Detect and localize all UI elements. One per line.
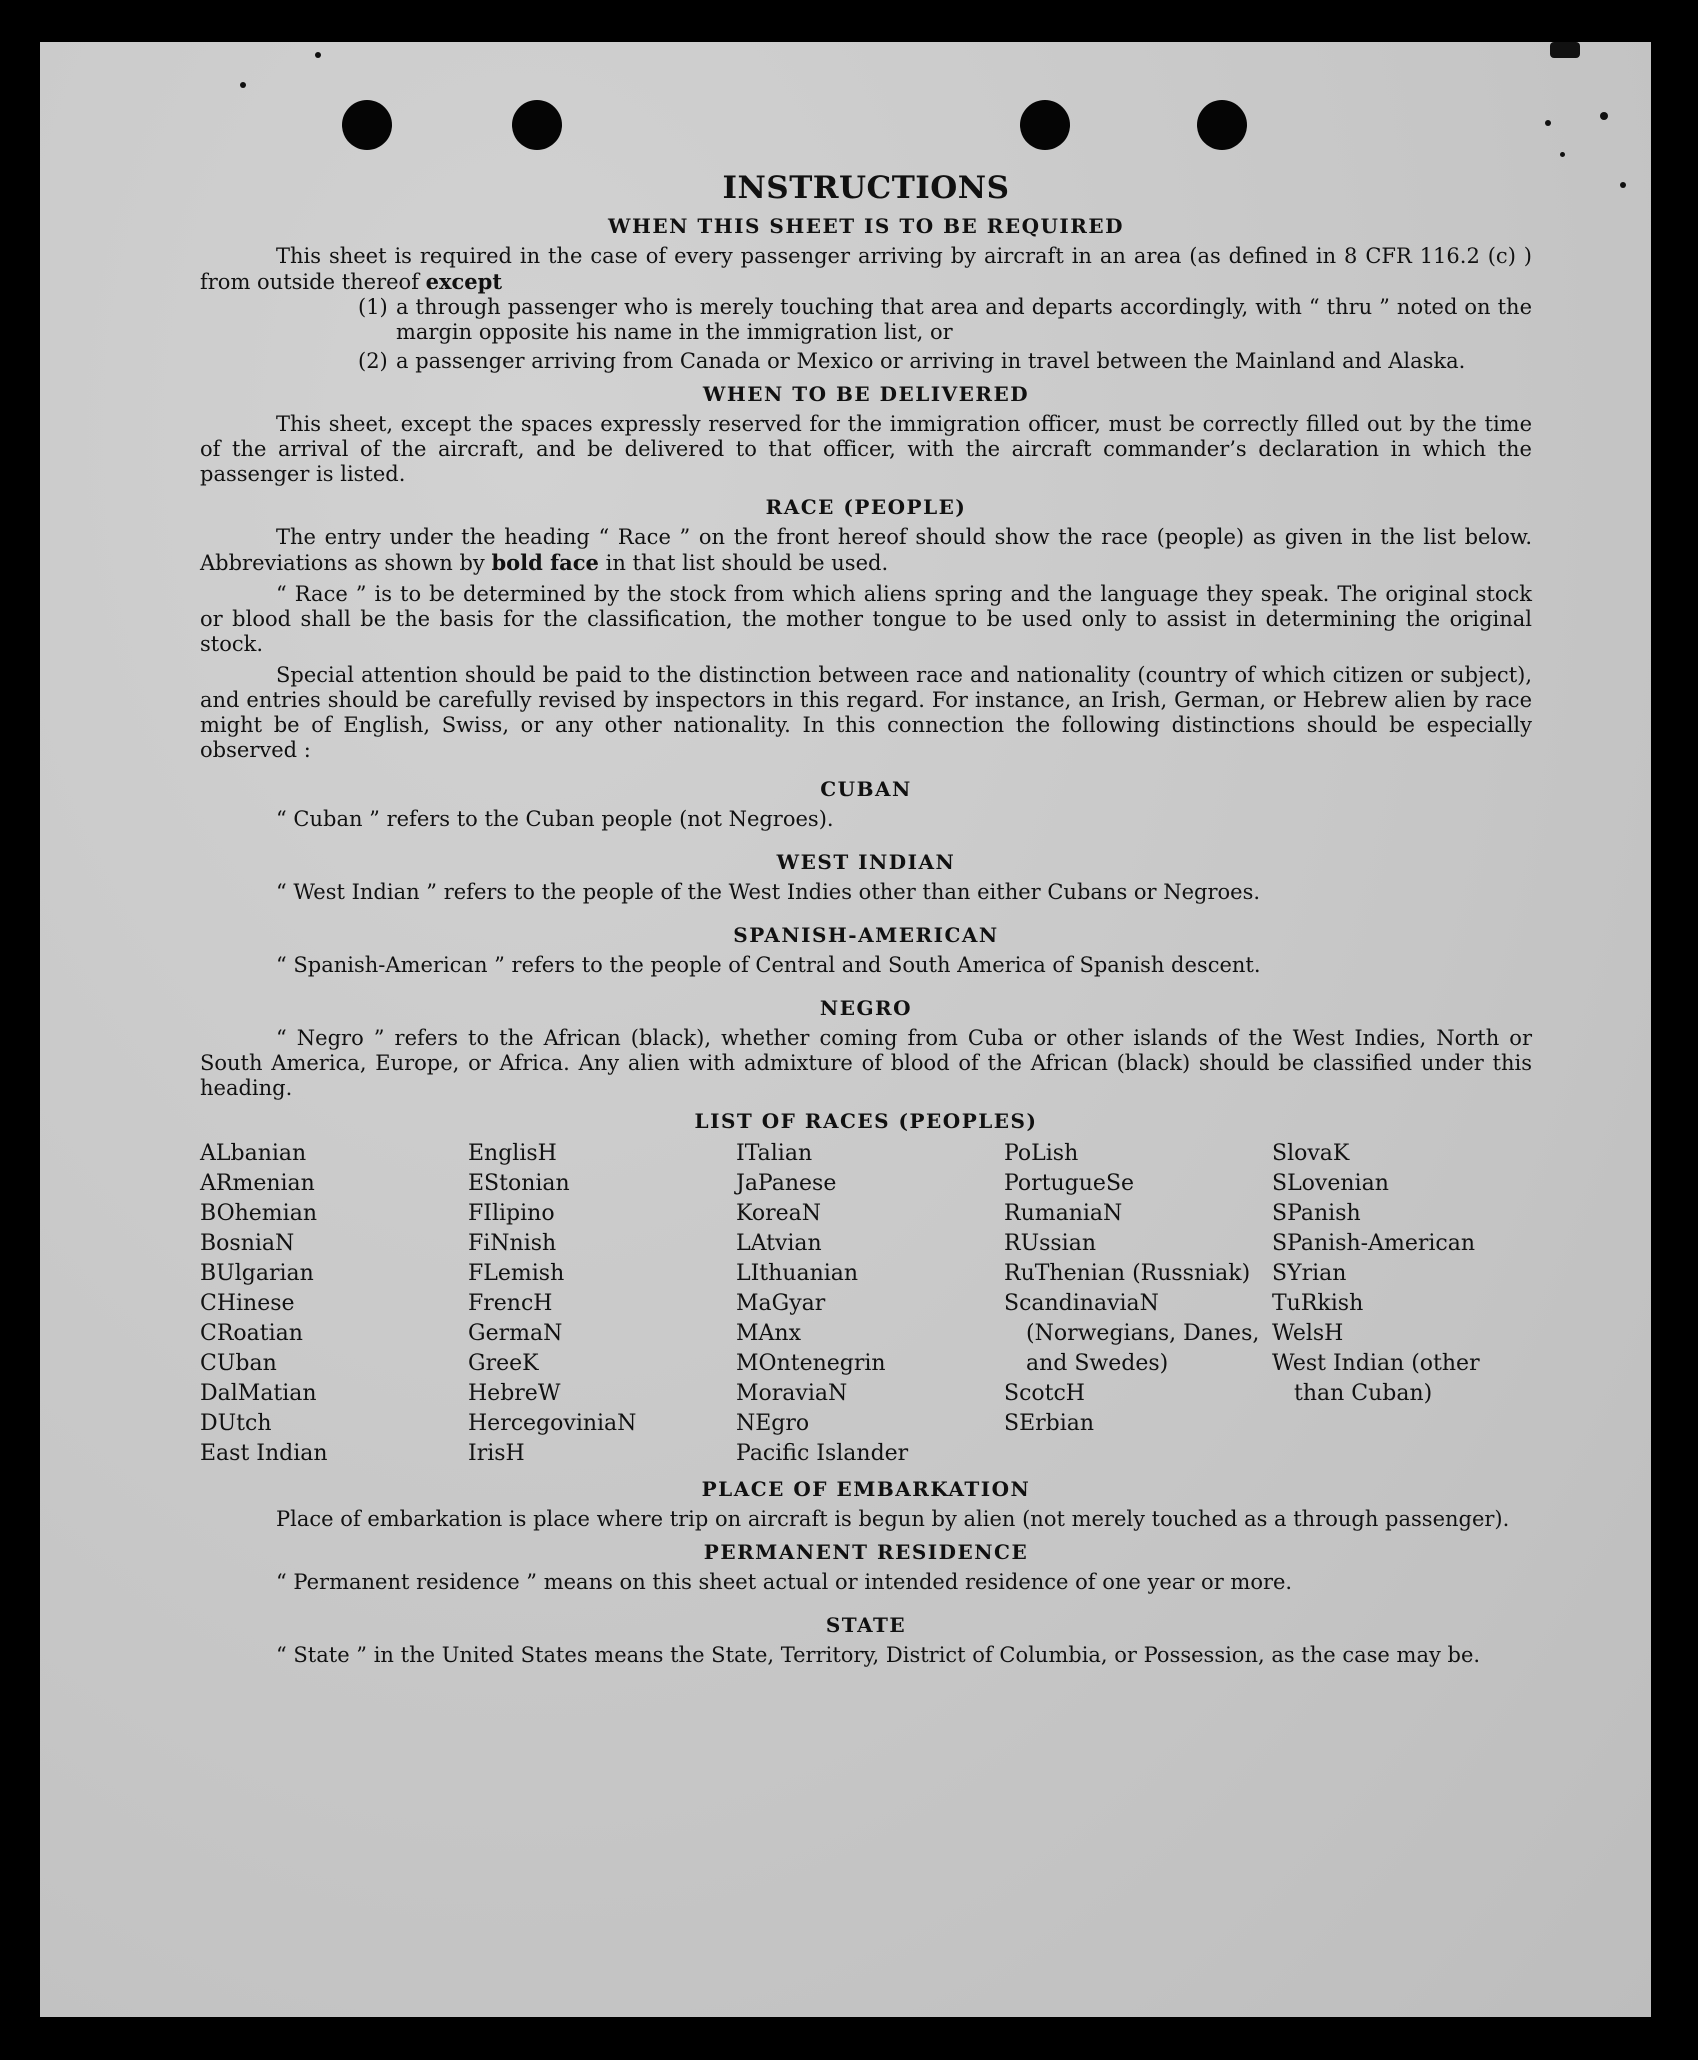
- paragraph: “ Spanish-American ” refers to the people of Central and South America of Spanish descent.: [276, 953, 1261, 977]
- race-entry: SlovaK: [1272, 1141, 1350, 1166]
- ink-speck: [1545, 120, 1551, 126]
- race-entry: BosniaN: [200, 1231, 295, 1256]
- paragraph: “ Negro ” refers to the African (black), whether coming from Cuba or other islands of the West Indies, North or South America, Europe, or Africa. Any alien with admixture of blood of the African (black) should be classified under this heading.: [200, 1026, 1532, 1100]
- race-entry: RUssian: [1004, 1231, 1097, 1256]
- race-entry: NEgro: [736, 1411, 810, 1436]
- punch-hole: [342, 100, 392, 150]
- race-entry: FrencH: [468, 1291, 553, 1316]
- race-entry: LIthuanian: [736, 1261, 859, 1286]
- item-text: a passenger arriving from Canada or Mexico or arriving in travel between the Mainland and Alaska.: [396, 349, 1466, 373]
- race-entry: TuRkish: [1272, 1291, 1364, 1316]
- race-entry: GreeK: [468, 1351, 539, 1376]
- race-entry: West Indian (other than Cuban): [1272, 1351, 1480, 1406]
- race-entry: BOhemian: [200, 1201, 317, 1226]
- race-entry: ITalian: [736, 1141, 813, 1166]
- ink-speck: [1600, 112, 1608, 120]
- section-heading: CUBAN: [820, 777, 912, 801]
- race-entry: SErbian: [1004, 1411, 1095, 1436]
- ink-speck: [1560, 152, 1565, 157]
- section-heading: RACE (PEOPLE): [765, 495, 967, 519]
- paragraph-text: in that list should be used.: [598, 551, 889, 575]
- section-heading: STATE: [825, 1613, 907, 1637]
- paragraph: Place of embarkation is place where trip on aircraft is begun by alien (not merely touched as a through passenger).: [276, 1507, 1510, 1531]
- race-entry: MAnx: [736, 1321, 801, 1346]
- item-text: a through passenger who is merely touching that area and departs accordingly, with “ thru ” noted on the margin opposite his name in the immigration list, or: [396, 295, 1532, 344]
- race-entry: SYrian: [1272, 1261, 1347, 1286]
- race-entry: CUban: [200, 1351, 277, 1376]
- race-entry: HebreW: [468, 1381, 561, 1406]
- race-entry: HercegoviniaN: [468, 1411, 637, 1436]
- race-entry: GermaN: [468, 1321, 563, 1346]
- race-entry: DalMatian: [200, 1381, 317, 1406]
- paragraph: [200, 525, 1532, 576]
- race-entry: PortugueSe: [1004, 1171, 1135, 1196]
- race-entry: EStonian: [468, 1171, 570, 1196]
- ink-speck: [1620, 182, 1626, 188]
- paragraph: “ West Indian ” refers to the people of the West Indies other than either Cubans or Negroes.: [276, 880, 1261, 904]
- bold-text: bold face: [491, 550, 599, 575]
- list-item: [200, 295, 1532, 345]
- paragraph: “ Cuban ” refers to the Cuban people (not Negroes).: [276, 807, 834, 831]
- section-heading: WHEN THIS SHEET IS TO BE REQUIRED: [608, 214, 1124, 238]
- race-entry: CRoatian: [200, 1321, 303, 1346]
- races-column: [736, 1139, 1004, 1469]
- section-heading: SPANISH-AMERICAN: [733, 923, 999, 947]
- race-entry: SLovenian: [1272, 1171, 1389, 1196]
- race-entry: FLemish: [468, 1261, 565, 1286]
- race-entry: SPanish: [1272, 1201, 1361, 1226]
- punch-hole: [1020, 100, 1070, 150]
- paragraph: “ Permanent residence ” means on this sheet actual or intended residence of one year or more.: [276, 1570, 1293, 1594]
- section-heading: PLACE OF EMBARKATION: [701, 1477, 1031, 1501]
- race-entry: FiNnish: [468, 1231, 557, 1256]
- paragraph: “ Race ” is to be determined by the stock from which aliens spring and the language they speak. The original stock or blood shall be the basis for the classification, the mother tongue to be used only to assist in determining the original stock.: [200, 582, 1532, 656]
- race-entry: EnglisH: [468, 1141, 557, 1166]
- section-heading: PERMANENT RESIDENCE: [703, 1540, 1029, 1564]
- race-entry: MOntenegrin: [736, 1351, 886, 1376]
- race-entry: KoreaN: [736, 1201, 821, 1226]
- instructions-body: [200, 170, 1532, 1668]
- item-number: (2): [358, 349, 388, 373]
- paragraph: This sheet, except the spaces expressly reserved for the immigration officer, must be correctly filled out by the time of the arrival of the aircraft, and be delivered to that officer, with the aircraft commander’s declaration in which the passenger is listed.: [200, 412, 1532, 486]
- section-heading: NEGRO: [819, 996, 913, 1020]
- race-entry: FIlipino: [468, 1201, 555, 1226]
- ink-speck: [240, 82, 246, 88]
- races-column: [200, 1139, 468, 1469]
- race-entry: IrisH: [468, 1441, 525, 1466]
- paragraph-text: This sheet is required in the case of every passenger arriving by aircraft in an area (as defined in 8 CFR 116.2 (c) ) from outside thereof: [200, 244, 1532, 294]
- section-heading: WHEN TO BE DELIVERED: [702, 382, 1030, 406]
- section-heading: WEST INDIAN: [776, 850, 956, 874]
- race-entry: DUtch: [200, 1411, 272, 1436]
- race-entry: JaPanese: [736, 1171, 837, 1196]
- race-entry: LAtvian: [736, 1231, 822, 1256]
- ink-speck: [315, 52, 321, 58]
- races-column: [1004, 1139, 1272, 1469]
- race-entry: ScotcH: [1004, 1381, 1085, 1406]
- race-entry: ARmenian: [200, 1171, 315, 1196]
- list-item: [200, 349, 1532, 374]
- race-entry: PoLish: [1004, 1141, 1079, 1166]
- race-entry: RumaniaN: [1004, 1201, 1123, 1226]
- punch-hole: [512, 100, 562, 150]
- race-entry: CHinese: [200, 1291, 295, 1316]
- race-entry: MaGyar: [736, 1291, 826, 1316]
- paragraph: [200, 244, 1532, 295]
- ink-speck: [1550, 42, 1580, 58]
- section-heading: LIST OF RACES (PEOPLES): [694, 1109, 1038, 1133]
- document-sheet: [40, 42, 1651, 2017]
- paragraph: “ State ” in the United States means the State, Territory, District of Columbia, or Possession, as the case may be.: [276, 1643, 1481, 1667]
- race-entry: SPanish-American: [1272, 1231, 1476, 1256]
- races-list: [200, 1139, 1532, 1469]
- race-entry: WelsH: [1272, 1321, 1344, 1346]
- paragraph-text: The entry under the heading “ Race ” on the front hereof should show the race (people) as given in the list below. Abbreviations as shown by: [200, 525, 1532, 575]
- race-entry: MoraviaN: [736, 1381, 848, 1406]
- item-number: (1): [358, 295, 388, 319]
- race-entry: Pacific Islander: [736, 1441, 909, 1466]
- races-column: [1272, 1139, 1532, 1469]
- races-column: [468, 1139, 736, 1469]
- race-entry: East Indian: [200, 1441, 328, 1466]
- race-entry: RuThenian (Russniak): [1004, 1261, 1251, 1286]
- punch-hole: [1197, 100, 1247, 150]
- race-entry: ALbanian: [200, 1141, 307, 1166]
- paragraph: Special attention should be paid to the distinction between race and nationality (country of which citizen or subject), and entries should be carefully revised by inspectors in this regard. For instance, an Irish, German, or Hebrew alien by race might be of English, Swiss, or any other nationality. In this connection the following distinctions should be especially observed :: [200, 663, 1532, 762]
- race-entry: ScandinaviaN (Norwegians, Danes, and Swedes): [1004, 1291, 1260, 1376]
- page-title: INSTRUCTIONS: [722, 170, 1010, 206]
- bold-text: except: [425, 269, 503, 294]
- race-entry: BUlgarian: [200, 1261, 314, 1286]
